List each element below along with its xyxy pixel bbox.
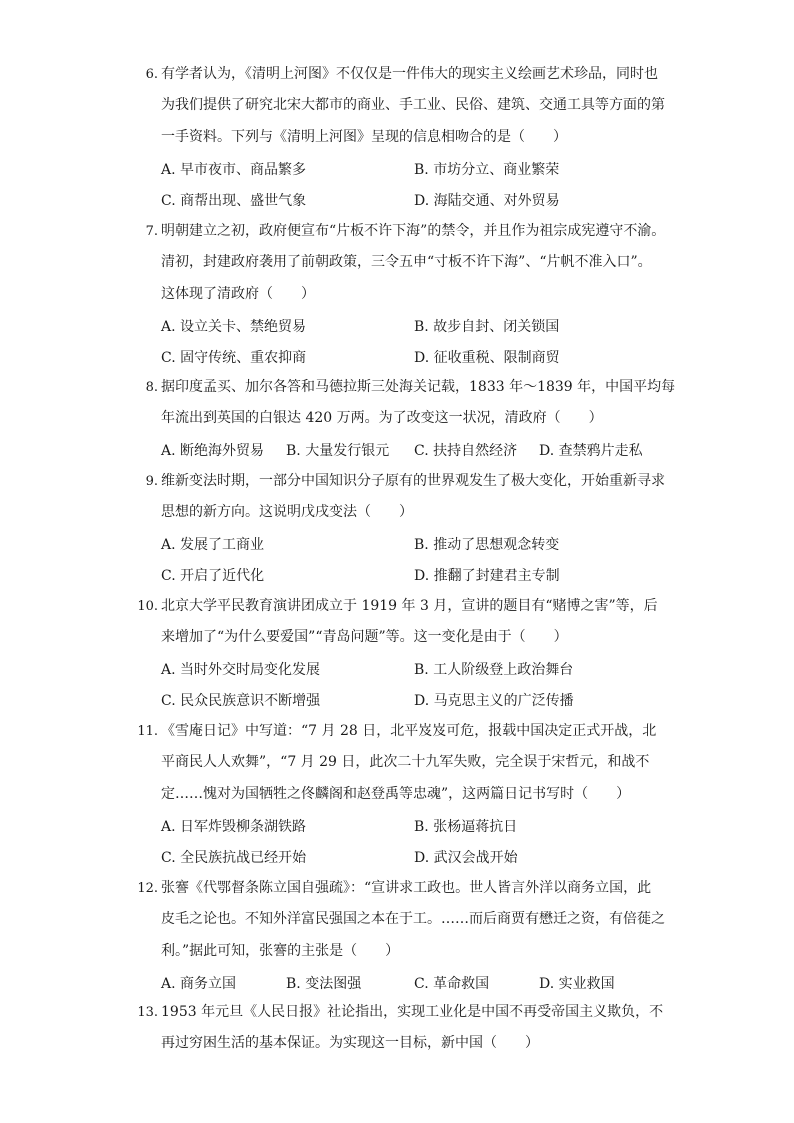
option-d[interactable]: D. 海陆交通、对外贸易 (414, 193, 560, 209)
stem-line: 思想的新方向。这说明戊戌变法（ ） (161, 504, 413, 521)
option-c[interactable]: C. 商帮出现、盛世气象 (161, 193, 307, 209)
option-c[interactable]: C. 全民族抗战已经开始 (161, 850, 307, 866)
option-a[interactable]: A. 设立关卡、禁绝贸易 (161, 319, 307, 335)
question-stem (161, 59, 665, 153)
option-b[interactable]: B. 推动了思想观念转变 (414, 537, 560, 553)
question-number: 12. (137, 881, 158, 896)
stem-line: 清初，封建政府袭用了前朝政策，三令五申“寸板不许下海”、“片帆不准入口”。 (161, 254, 652, 271)
option-b[interactable]: B. 变法图强 (286, 976, 362, 992)
option-d[interactable]: D. 武汉会战开始 (414, 850, 518, 866)
question-number: 7. (145, 224, 158, 239)
option-a[interactable]: A. 日军炸毁柳条湖铁路 (161, 819, 307, 835)
option-a[interactable]: A. 断绝海外贸易 (161, 443, 265, 459)
option-b[interactable]: B. 故步自封、闭关锁国 (414, 319, 560, 335)
option-d[interactable]: D. 推翻了封建君主专制 (414, 568, 560, 584)
stem-line: 明朝建立之初，政府便宣布“片板不许下海”的禁令，并且作为祖宗成宪遵守不渝。 (161, 223, 666, 239)
stem-line: 年流出到英国的白银达 420 万两。为了改变这一状况，清政府（ ） (161, 410, 603, 427)
question-stem (161, 216, 666, 310)
stem-line: 平商民人人欢舞”，“7 月 29 日，此次二十九军失败，完全误于宋哲元，和战不 (161, 754, 650, 771)
question-stem (161, 997, 664, 1060)
stem-line: 有学者认为，《清明上河图》不仅仅是一件伟大的现实主义绘画艺术珍品，同时也 (161, 66, 658, 82)
stem-line: 1953 年元旦《人民日报》社论指出，实现工业化是中国不再受帝国主义欺负，不 (161, 1004, 664, 1020)
question-number: 11. (137, 724, 158, 739)
question-number: 13. (137, 1005, 158, 1020)
question-stem (161, 372, 676, 435)
option-c[interactable]: C. 革命救国 (414, 976, 490, 992)
question-stem (161, 716, 661, 810)
option-a[interactable]: A. 商务立国 (161, 976, 237, 992)
question-number: 10. (137, 599, 158, 614)
option-d[interactable]: D. 马克思主义的广泛传播 (414, 693, 574, 709)
stem-line: 定……愧对为国牺牲之佟麟阁和赵登禹等忠魂”，这两篇日记书写时（ ） (161, 785, 631, 802)
stem-line: 北京大学平民教育演讲团成立于 1919 年 3 月，宣讲的题目有“赌博之害”等，后 (161, 598, 658, 614)
stem-line: 《雪庵日记》中写道：“7 月 28 日，北平岌岌可危，报载中国决定正式开战，北 (161, 723, 657, 739)
question-number: 8. (145, 380, 158, 395)
question-number: 6. (145, 67, 158, 82)
stem-line: 维新变法时期，一部分中国知识分子原有的世界观发生了极大变化，开始重新寻求 (161, 473, 665, 489)
stem-line: 来增加了“为什么要爱国”“青岛问题”等。这一变化是由于（ ） (161, 629, 568, 646)
option-a[interactable]: A. 发展了工商业 (161, 537, 265, 553)
stem-line: 为我们提供了研究北宋大都市的商业、手工业、民俗、建筑、交通工具等方面的第 (161, 97, 665, 114)
option-c[interactable]: C. 民众民族意识不断增强 (161, 693, 321, 709)
option-b[interactable]: B. 市坊分立、商业繁荣 (414, 162, 560, 178)
question-stem (161, 873, 665, 967)
stem-line: 利。”据此可知，张謇的主张是（ ） (161, 942, 400, 959)
stem-line: 这体现了清政府（ ） (161, 285, 315, 302)
stem-line: 据印度孟买、加尔各答和马德拉斯三处海关记载，1833 年～1839 年，中国平均每 (161, 379, 676, 395)
option-b[interactable]: B. 张杨逼蒋抗日 (414, 819, 518, 835)
option-a[interactable]: A. 当时外交时局变化发展 (161, 662, 321, 678)
option-c[interactable]: C. 扶持自然经济 (414, 443, 518, 459)
question-stem (161, 591, 661, 654)
option-d[interactable]: D. 实业救国 (539, 976, 615, 992)
stem-line: 张謇《代鄂督条陈立国自强疏》：“宣讲求工政也。世人皆言外洋以商务立国，此 (161, 880, 652, 896)
option-d[interactable]: D. 查禁鸦片走私 (539, 443, 643, 459)
stem-line: 再过穷困生活的基本保证。为实现这一目标，新中国（ ） (161, 1035, 539, 1052)
option-c[interactable]: C. 固守传统、重农抑商 (161, 350, 307, 366)
option-b[interactable]: B. 工人阶级登上政治舞台 (414, 662, 574, 678)
option-b[interactable]: B. 大量发行银元 (286, 443, 390, 459)
stem-line: 皮毛之论也。不知外洋富民强国之本在于工。……而后商贾有懋迁之资，有倍蓰之 (161, 911, 665, 928)
stem-line: 一手资料。下列与《清明上河图》呈现的信息相吻合的是（ ） (161, 128, 567, 145)
option-c[interactable]: C. 开启了近代化 (161, 568, 265, 584)
question-stem (161, 466, 665, 529)
option-d[interactable]: D. 征收重税、限制商贸 (414, 350, 560, 366)
question-number: 9. (145, 474, 158, 489)
option-a[interactable]: A. 早市夜市、商品繁多 (161, 162, 307, 178)
